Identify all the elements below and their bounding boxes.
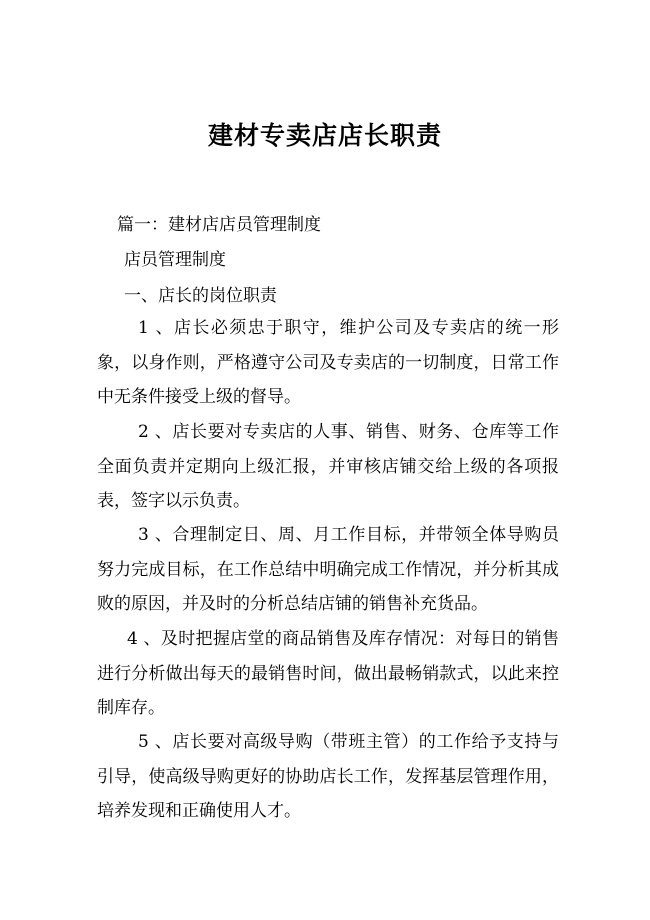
paragraph-3: 3 、合理制定日、周、月工作目标，并带领全体导购员努力完成目标，在工作总结中明确完成工作情况，并分析其成败的原因，并及时的分析总结店铺的销售补充货品。 <box>97 525 559 614</box>
chapter-heading: 一、店长的岗位职责 <box>124 286 277 306</box>
paragraph-1: 1 、店长必须忠于职守，维护公司及专卖店的统一形象，以身作则，严格遵守公司及专卖店的一切制度，日常工作中无条件接受上级的督导。 <box>97 318 559 407</box>
section-heading: 篇一：建材店店员管理制度 <box>117 215 321 235</box>
paragraph-4: 4 、及时把握店堂的商品销售及库存情况：对每日的销售进行分析做出每天的最销售时间，做出最畅销款式，以此来控制库存。 <box>97 629 559 718</box>
document-title: 建材专卖店店长职责 <box>207 121 442 150</box>
subheading: 店员管理制度 <box>124 250 226 270</box>
paragraph-5: 5 、店长要对高级导购（带班主管）的工作给予支持与引导，使高级导购更好的协助店长工作，发挥基层管理作用，培养发现和正确使用人才。 <box>97 732 559 821</box>
paragraph-2: 2 、店长要对专卖店的人事、销售、财务、仓库等工作全面负责并定期向上级汇报，并审核店铺交给上级的各项报表，签字以示负责。 <box>97 422 559 511</box>
